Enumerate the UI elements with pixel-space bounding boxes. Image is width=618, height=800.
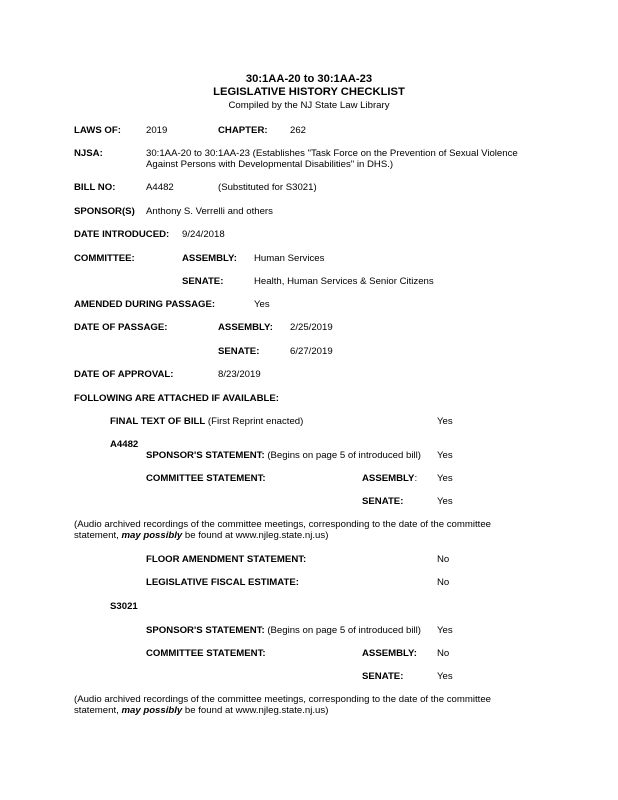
passage-assembly-label: ASSEMBLY: xyxy=(218,322,273,333)
a4482-assembly-line: ASSEMBLY: xyxy=(362,473,418,484)
a4482-sponsor-note: (Begins on page 5 of introduced bill) xyxy=(264,450,421,461)
bill-no-value: A4482 xyxy=(146,182,174,193)
passage-senate-label: SENATE: xyxy=(218,346,260,357)
a4482-assembly-value: Yes xyxy=(437,473,453,484)
audio-note-1-end: be found at www.njleg.state.nj.us) xyxy=(182,530,329,541)
s3021-sponsor-label: SPONSOR'S STATEMENT: xyxy=(146,625,265,636)
a4482-committee-label: COMMITTEE STATEMENT: xyxy=(146,473,266,484)
fiscal-estimate-label: LEGISLATIVE FISCAL ESTIMATE: xyxy=(146,577,299,588)
njsa-line-1: 30:1AA-20 to 30:1AA-23 (Establishes "Task Force on the Prevention of Sexual Violence xyxy=(146,148,518,159)
compiled-by: Compiled by the NJ State Law Library xyxy=(228,100,390,111)
a4482-sponsor-value: Yes xyxy=(437,450,453,461)
amended-value: Yes xyxy=(254,299,270,310)
njsa-label: NJSA: xyxy=(74,148,103,159)
final-text-note: (First Reprint enacted) xyxy=(205,416,304,427)
s3021-bill-label: S3021 xyxy=(110,601,138,612)
s3021-committee-label: COMMITTEE STATEMENT: xyxy=(146,648,266,659)
page-title: 30:1AA-20 to 30:1AA-23 xyxy=(245,73,373,85)
fiscal-estimate-value: No xyxy=(437,577,450,588)
s3021-senate-label: SENATE: xyxy=(362,671,404,682)
s3021-sponsor-value: Yes xyxy=(437,625,453,636)
chapter-label: CHAPTER: xyxy=(218,125,268,136)
committee-senate-label: SENATE: xyxy=(182,276,224,287)
floor-amendment-label: FLOOR AMENDMENT STATEMENT: xyxy=(146,554,307,565)
bill-no-label: BILL NO: xyxy=(74,182,116,193)
final-text-line xyxy=(110,416,303,427)
passage-assembly-value: 2/25/2019 xyxy=(290,322,333,333)
committee-assembly-value: Human Services xyxy=(254,253,325,264)
a4482-assembly-label: ASSEMBLY xyxy=(362,473,415,484)
s3021-sponsor-line xyxy=(146,625,421,636)
audio-note-2-end: be found at www.njleg.state.nj.us) xyxy=(182,705,329,716)
audio-note-1-line-2 xyxy=(74,530,328,541)
approval-value: 8/23/2019 xyxy=(218,369,261,380)
audio-note-1-emphasis: may possibly xyxy=(121,530,183,541)
laws-of-label: LAWS OF: xyxy=(74,125,121,136)
s3021-assembly-label: ASSEMBLY: xyxy=(362,648,417,659)
amended-label: AMENDED DURING PASSAGE: xyxy=(74,299,216,310)
a4482-sponsor-label: SPONSOR'S STATEMENT: xyxy=(146,450,265,461)
a4482-sponsor-line xyxy=(146,450,421,461)
audio-note-2-line-1: (Audio archived recordings of the committee meetings, corresponding to the date of the committee xyxy=(74,694,492,705)
audio-note-2-emphasis: may possibly xyxy=(121,705,183,716)
date-introduced-value: 9/24/2018 xyxy=(182,229,225,240)
chapter-value: 262 xyxy=(290,125,307,136)
laws-of-value: 2019 xyxy=(146,125,168,136)
s3021-sponsor-note: (Begins on page 5 of introduced bill) xyxy=(264,625,421,636)
page-subtitle: LEGISLATIVE HISTORY CHECKLIST xyxy=(213,86,405,98)
final-text-label: FINAL TEXT OF BILL xyxy=(110,416,206,427)
audio-note-2-line-2 xyxy=(74,705,328,716)
passage-senate-value: 6/27/2019 xyxy=(290,346,333,357)
s3021-senate-value: Yes xyxy=(437,671,453,682)
following-heading: FOLLOWING ARE ATTACHED IF AVAILABLE: xyxy=(74,393,279,404)
s3021-assembly-value: No xyxy=(437,648,450,659)
committee-assembly-label: ASSEMBLY: xyxy=(182,253,237,264)
a4482-bill-label: A4482 xyxy=(110,439,139,450)
final-text-value: Yes xyxy=(437,416,453,427)
floor-amendment-value: No xyxy=(437,554,450,565)
audio-note-2-start: statement, xyxy=(74,705,122,716)
audio-note-1-start: statement, xyxy=(74,530,122,541)
date-introduced-label: DATE INTRODUCED: xyxy=(74,229,170,240)
bill-no-note: (Substituted for S3021) xyxy=(218,182,317,193)
a4482-senate-value: Yes xyxy=(437,496,453,507)
committee-label: COMMITTEE: xyxy=(74,253,135,264)
audio-note-1-line-1: (Audio archived recordings of the committee meetings, corresponding to the date of the committee xyxy=(74,519,492,530)
passage-label: DATE OF PASSAGE: xyxy=(74,322,168,333)
committee-senate-value: Health, Human Services & Senior Citizens xyxy=(254,276,434,287)
sponsor-label: SPONSOR(S) xyxy=(74,206,135,217)
sponsor-value: Anthony S. Verrelli and others xyxy=(146,206,273,217)
njsa-line-2: Against Persons with Developmental Disabilities" in DHS.) xyxy=(146,159,394,170)
approval-label: DATE OF APPROVAL: xyxy=(74,369,174,380)
a4482-senate-label: SENATE: xyxy=(362,496,404,507)
